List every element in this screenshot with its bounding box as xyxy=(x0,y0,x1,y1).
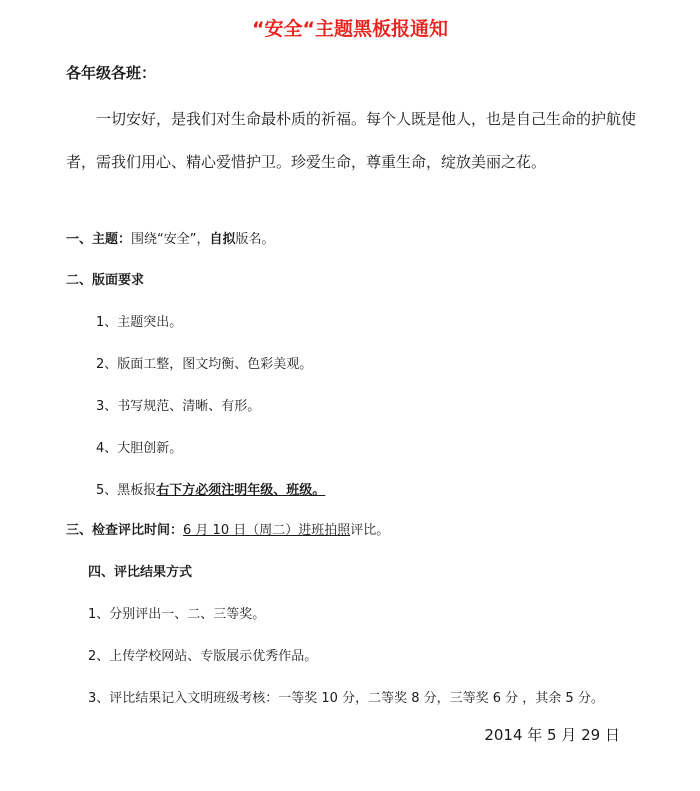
result-item-2: 2、上传学校网站、专版展示优秀作品。 xyxy=(88,649,318,664)
salutation: 各年级各班： xyxy=(66,64,157,82)
section-theme-label: 一、主题： xyxy=(66,232,132,247)
requirement-item-5-text-b: 右下方必须注明年级、班级。 xyxy=(156,483,326,498)
requirement-item-5-text-a: 5、黑板报 xyxy=(96,483,157,498)
requirement-item-4: 4、大胆创新。 xyxy=(96,441,183,456)
section-theme-text-a: 围绕“安全”， xyxy=(131,232,210,247)
result-item-3: 3、评比结果记入文明班级考核：一等奖 10 分，二等奖 8 分，三等奖 6 分 ，其余 5 分。 xyxy=(88,691,604,706)
section-theme xyxy=(66,228,275,247)
intro-text: 一切安好，是我们对生命最朴质的祈福。每个人既是他人，也是自己生命的护航使者，需我们用心、精心爱惜护卫。珍爱生命，尊重生命，绽放美丽之花。 xyxy=(66,110,637,171)
requirement-item-2: 2、版面工整，图文均衡、色彩美观。 xyxy=(96,357,313,372)
section-inspection-date: 6 月 10 日（周二）进班拍照 xyxy=(183,523,351,538)
section-result-heading: 四、评比结果方式 xyxy=(88,565,193,580)
section-theme-text-b: 自拟 xyxy=(209,232,236,247)
requirement-item-3: 3、书写规范、清晰、有形。 xyxy=(96,399,261,414)
section-requirements-heading: 二、版面要求 xyxy=(66,273,145,288)
section-inspection-time xyxy=(66,519,389,538)
section-inspection-label: 三、检查评比时间： xyxy=(66,523,184,538)
section-inspection-tail: 评比。 xyxy=(350,523,390,538)
notice-title: “安全“主题黑板报通知 xyxy=(252,18,448,40)
requirement-item-1: 1、主题突出。 xyxy=(96,315,183,330)
section-theme-text-c: 版名。 xyxy=(235,232,275,247)
result-item-1: 1、分别评出一、二、三等奖。 xyxy=(88,607,266,622)
intro-paragraph xyxy=(66,98,640,184)
requirement-item-5 xyxy=(96,479,325,498)
notice-date: 2014 年 5 月 29 日 xyxy=(484,726,620,744)
